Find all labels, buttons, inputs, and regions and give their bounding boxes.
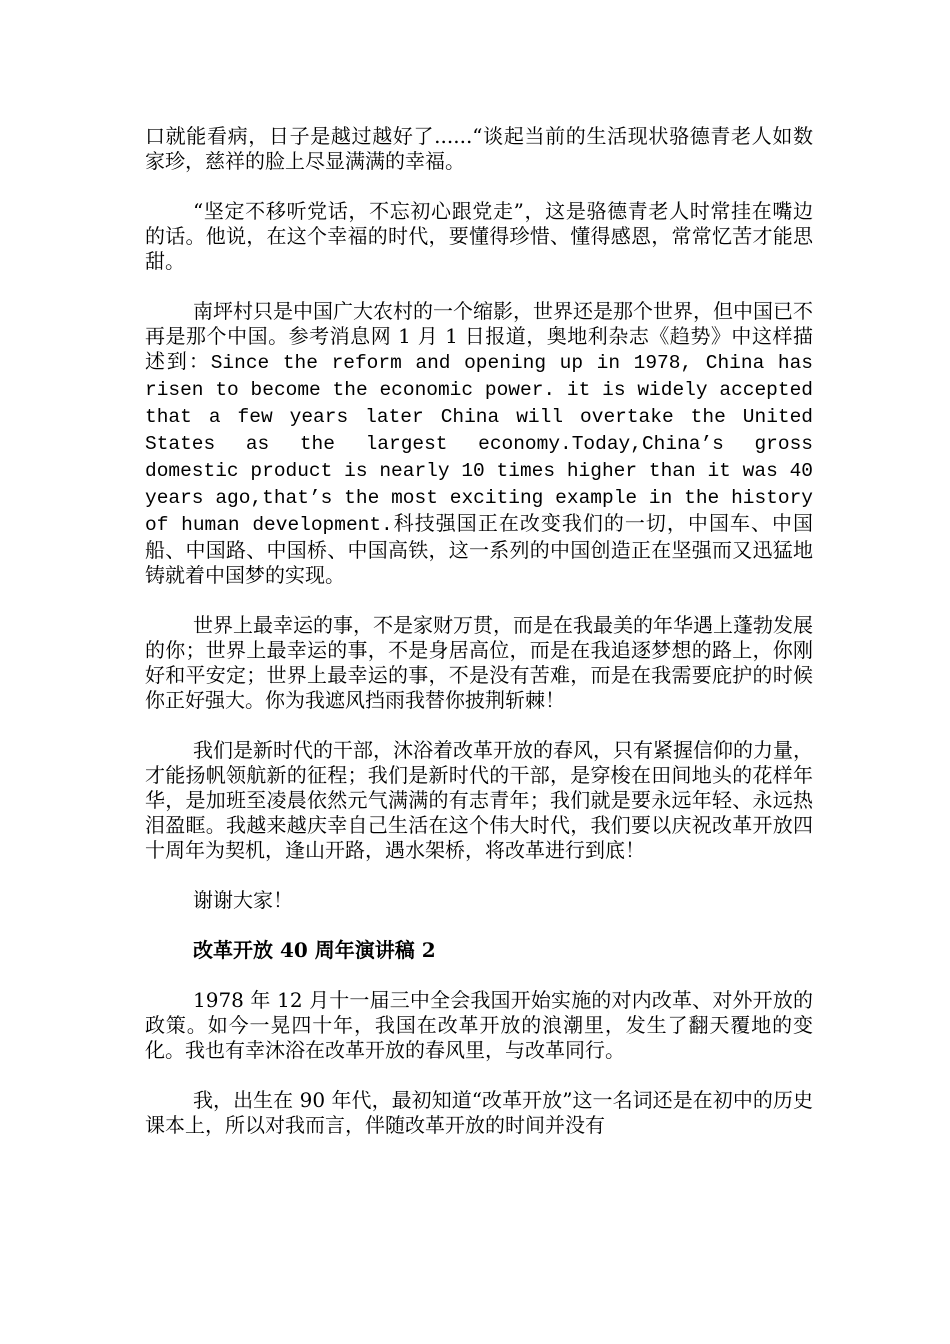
paragraph-3 (145, 299, 813, 588)
paragraph-2: “坚定不移听党话，不忘初心跟党走”，这是骆德青老人时常挂在嘴边的话。他说，在这个幸福的时代，要懂得珍惜、懂得感恩，常常忆苦才能思甜。 (145, 199, 813, 273)
paragraph-4: 世界上最幸运的事，不是家财万贯，而是在我最美的年华遇上蓬勃发展的你；世界上最幸运的事，不是身居高位，而是在我追逐梦想的路上，你刚好和平安定；世界上最幸运的事，不是没有苦难，而是在我需要庇护的时候你正好强大。你为我遮风挡雨我替你披荆斩棘！ (145, 613, 813, 712)
paragraph-8: 我，出生在 90 年代，最初知道“改革开放”这一名词还是在初中的历史课本上，所以对我而言，伴随改革开放的时间并没有 (145, 1088, 813, 1137)
paragraph-3-intro: 南坪村只是中国广大农村的一个缩影，世界还是那个世界，但中国已不再是那个中国。参考消息网 1 月 1 日报道，奥地利杂志《趋势》中这样描述到： (145, 299, 813, 373)
paragraph-1: 口就能看病，日子是越过越好了......“谈起当前的生活现状骆德青老人如数家珍，慈祥的脸上尽显满满的幸福。 (145, 124, 813, 173)
section-heading: 改革开放 40 周年演讲稿 2 (193, 938, 436, 962)
paragraph-6: 谢谢大家！ (193, 888, 293, 912)
paragraph-3-conclusion: 科技强国正在改变我们的一切，中国车、中国船、中国路、中国桥、中国高铁，这一系列的中国创造正在坚强而又迅猛地铸就着中国梦的实现。 (145, 511, 813, 587)
paragraph-7: 1978 年 12 月十一届三中全会我国开始实施的对内改革、对外开放的政策。如今一晃四十年，我国在改革开放的浪潮里，发生了翻天覆地的变化。我也有幸沐浴在改革开放的春风里，与改革同行。 (145, 988, 813, 1062)
paragraph-3-english-quote: Since the reform and opening up in 1978, China has risen to become the economic power. it is widely accepted that a few years later China will overtake the United States as the largest economy.Today,China’s gross domestic product is nearly 10 times higher than it was 40 years ago,that’s the most exciting example in the history of human development. (145, 352, 813, 536)
paragraph-5: 我们是新时代的干部，沐浴着改革开放的春风，只有紧握信仰的力量，才能扬帆领航新的征程；我们是新时代的干部，是穿梭在田间地头的花样年华，是加班至凌晨依然元气满满的有志青年；我们就是要永远年轻、永远热泪盈眶。我越来越庆幸自己生活在这个伟大时代，我们要以庆祝改革开放四十周年为契机，逢山开路，遇水架桥，将改革进行到底！ (145, 738, 813, 862)
document-page (145, 124, 813, 1138)
